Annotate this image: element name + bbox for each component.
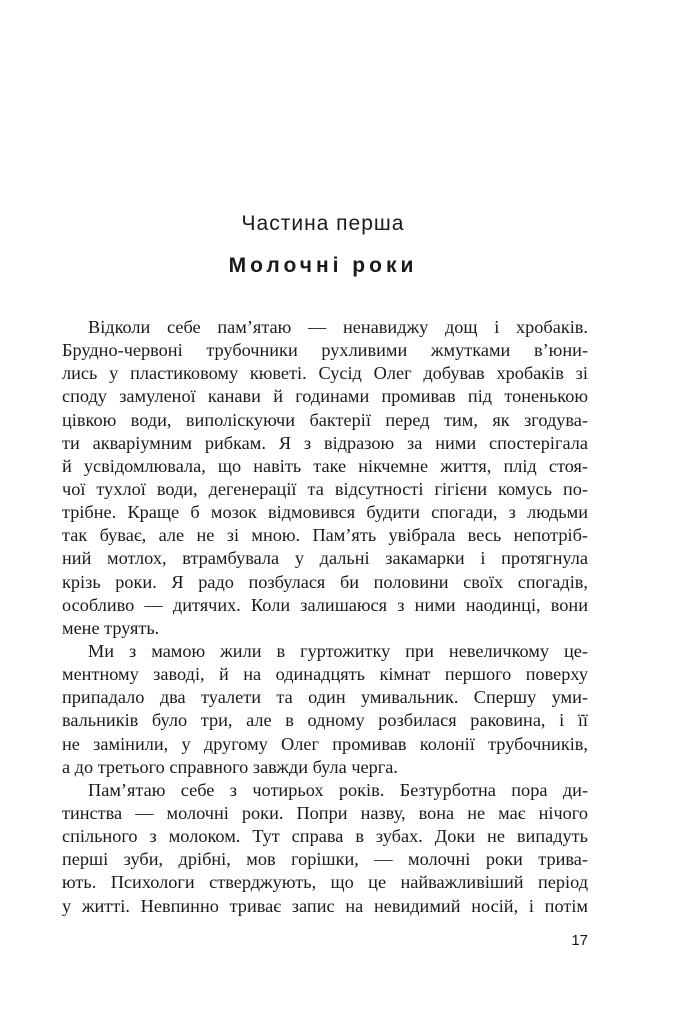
text-line: Ми з мамою жили в гуртожитку при невеличкому це- [88, 640, 588, 661]
text-line: так буває, але не зі мною. Пам’ять увібрала весь непотріб- [62, 525, 588, 546]
chapter-title: Молочні роки [228, 254, 418, 277]
text-line: ний мотлох, втрамбувала у дальні закамарки і протягнула [62, 548, 588, 569]
text-line: трібне. Краще б мозок відмовився будити спогади, з людьми [62, 502, 588, 523]
text-line: у житті. Невпинно триває запис на невидимий носій, і потім [62, 895, 588, 916]
text-line: тинства — молочні роки. Попри назву, вона не має нічого [62, 802, 588, 823]
page-number: 17 [571, 932, 588, 949]
paragraph [62, 779, 588, 918]
text-line: Відколи себе пам’ятаю — ненавиджу дощ і хробаків. [88, 317, 588, 337]
text-line: цівкою води, виполіскуючи бактерії перед тим, як згодува- [62, 409, 588, 430]
paragraph [62, 640, 588, 779]
text-line: лись у пластиковому кюветі. Сусід Олег добував хробаків зі [62, 363, 588, 384]
text-line: перші зуби, дрібні, мов горішки, — молочні роки трива- [62, 849, 588, 870]
text-line: мене труять. [62, 617, 160, 638]
text-line: ментному заводі, й на одинадцять кімнат першого поверху [62, 664, 588, 685]
text-line: споду замуленої канави й годинами промивав під тоненькою [62, 386, 588, 407]
text-line: ти акваріумним рибкам. Я з відразою за ними спостерігала [62, 432, 588, 453]
text-line: й усвідомлювала, що навіть таке нікчемне життя, плід стоя- [62, 455, 588, 476]
text-line: не замінили, у другому Олег промивав колонії трубочників, [62, 733, 588, 754]
text-line: спільного з молоком. Тут справа в зубах. Доки не випадуть [62, 826, 588, 847]
text-line: чої тухлої води, дегенерації та відсутності гігієни комусь по- [62, 478, 588, 499]
text-line: припадало два туалети та один умивальник. Спершу уми- [62, 687, 588, 708]
text-line: Брудно-червоні трубочники рухливими жмутками в’юни- [62, 340, 588, 361]
text-line: особливо — дитячих. Коли залишаюся з ними наодинці, вони [62, 594, 588, 615]
body-text [62, 316, 588, 918]
text-line: Пам’ятаю себе з чотирьох років. Безтурботна пора ди- [88, 779, 588, 800]
text-line: вальників було три, але в одному розбилася раковина, і її [62, 710, 588, 731]
paragraph [62, 316, 588, 640]
text-line: а до третього справного завжди була черга. [62, 756, 398, 777]
part-title: Частина перша [241, 212, 405, 235]
text-line: ють. Психологи стверджують, що це найважливіший період [62, 872, 588, 893]
text-line: крізь роки. Я радо позбулася би половини своїх спогадів, [62, 571, 588, 592]
